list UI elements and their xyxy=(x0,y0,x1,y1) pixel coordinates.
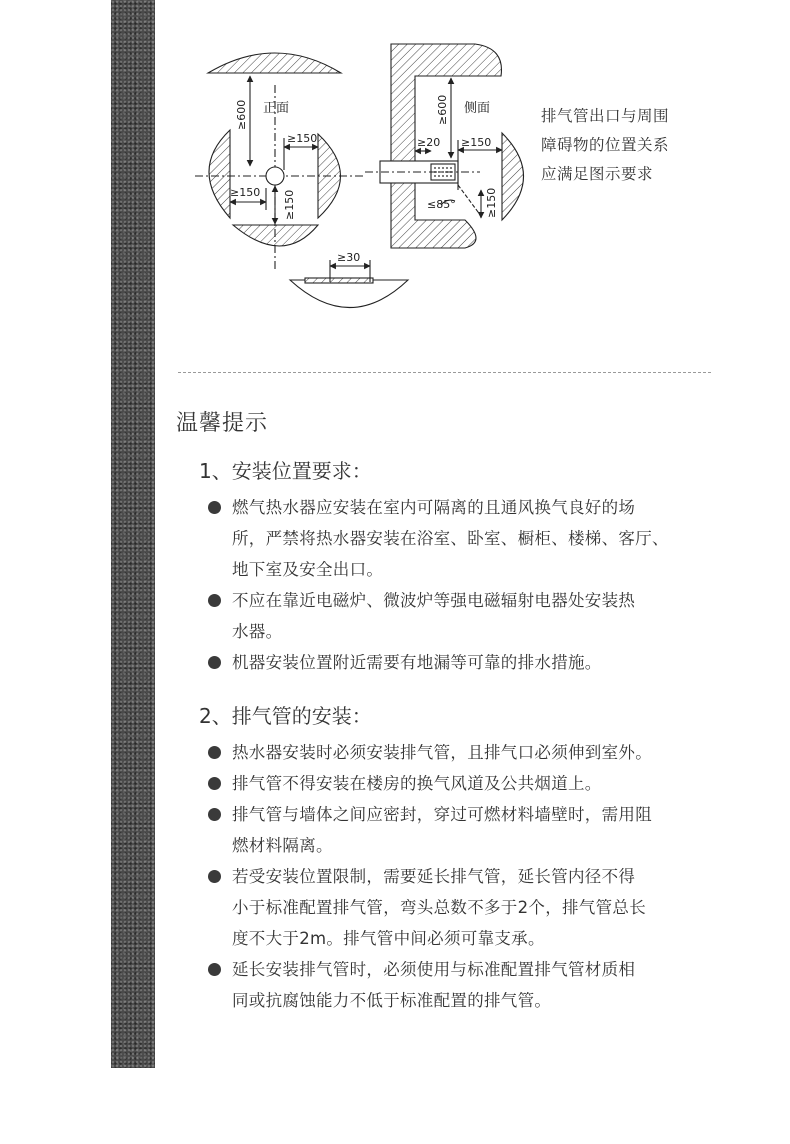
bullet-icon xyxy=(208,501,221,514)
dim-150-vertical: ≥150 xyxy=(283,189,296,220)
list-item: 燃气热水器应安装在室内可隔离的且通风换气良好的场 所，严禁将热水器安装在浴室、卧室、橱柜、楼梯、客厅、 地下室及安全出口。 xyxy=(193,492,733,585)
note-line: 排气管出口与周围 xyxy=(541,107,670,125)
dim-150-side-right: ≥150 xyxy=(461,136,492,149)
dim-150-side-vertical: ≥150 xyxy=(485,187,498,218)
dim-150-left: ≥150 xyxy=(230,186,261,199)
dim-600-front: ≥600 xyxy=(235,99,248,130)
dim-angle-85: ≤85° xyxy=(427,198,456,211)
section-heading: 2、排气管的安装： xyxy=(199,704,372,728)
bullet-icon xyxy=(208,870,221,883)
front-view-label: 正面 xyxy=(263,101,290,116)
bullet-icon xyxy=(208,777,221,790)
list-item: 机器安装位置附近需要有地漏等可靠的排水措施。 xyxy=(193,647,733,678)
install-location-section xyxy=(193,455,733,678)
bullet-icon xyxy=(208,746,221,759)
side-view-label: 侧面 xyxy=(464,101,491,116)
diagram-note xyxy=(541,102,716,189)
dashed-divider xyxy=(178,372,711,373)
requirement-list xyxy=(193,737,733,1016)
list-item: 热水器安装时必须安装排气管，且排气口必须伸到室外。 xyxy=(193,737,733,768)
note-line: 应满足图示要求 xyxy=(541,165,654,183)
section-heading: 1、安装位置要求： xyxy=(199,459,372,483)
textured-side-strip xyxy=(111,0,155,1068)
requirement-list xyxy=(193,492,733,678)
dim-20: ≥20 xyxy=(417,136,441,149)
bullet-icon xyxy=(208,963,221,976)
bullet-icon xyxy=(208,594,221,607)
dim-150-top: ≥150 xyxy=(287,132,318,145)
list-item: 延长安装排气管时，必须使用与标准配置排气管材质相 同或抗腐蚀能力不低于标准配置的排气管。 xyxy=(193,954,733,1016)
dim-600-side: ≥600 xyxy=(436,94,449,125)
list-item: 不应在靠近电磁炉、微波炉等强电磁辐射电器处安装热 水器。 xyxy=(193,585,733,647)
dim-30: ≥30 xyxy=(337,251,361,264)
bullet-icon xyxy=(208,656,221,669)
list-item: 排气管不得安装在楼房的换气风道及公共烟道上。 xyxy=(193,768,733,799)
bullet-icon xyxy=(208,808,221,821)
list-item: 排气管与墙体之间应密封，穿过可燃材料墙壁时，需用阻 燃材料隔离。 xyxy=(193,799,733,861)
exhaust-pipe-section xyxy=(193,700,733,1016)
note-line: 障碍物的位置关系 xyxy=(541,136,670,154)
tips-title: 温馨提示 xyxy=(176,411,269,436)
list-item: 若受安装位置限制，需要延长排气管，延长管内径不得 小于标准配置排气管，弯头总数不多于2个，排气管总长 度不大于2m。排气管中间必须可靠支承。 xyxy=(193,861,733,954)
